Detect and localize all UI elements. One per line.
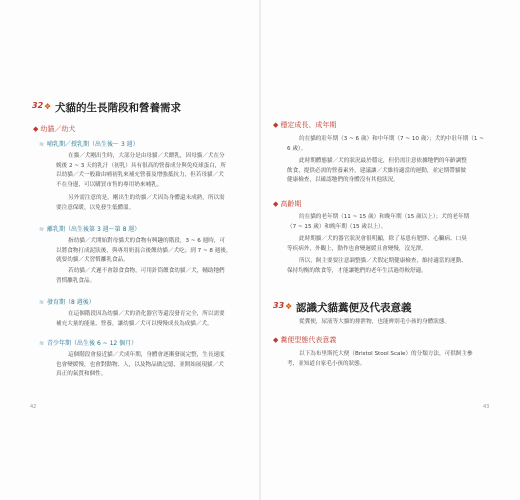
paragraph: 約在貓的壯年期（3 ~ 6 歲）和中年期（7 ~ 10 歲）；犬的中壯年期（1 ~ 6 歲）。 — [287, 136, 484, 152]
subheading: ◆ 糞便型態代表意義 — [273, 336, 337, 344]
paragraph: 在貓／犬剛出生時，大部分是由母貓／犬餵乳，因母貓／犬在分 娩後 2 ~ 3 天的乳汁（初乳）具有很高的營養成分與免疫球蛋白，所 以幼貓／犬一般藉由哺初乳來補充營養及增強抵抗力，但若母貓／犬 不在身邊，可以購買市售的專用奶來哺乳。 — [56, 153, 226, 188]
paragraph: 這個階段會接近貓／犬成年期，身體會逐漸發展完整，生長速度 也會變緩慢，也會對動物、人，以及物品做記憶，並開始展現貓／犬 真正的氣質和個性。 — [56, 352, 225, 378]
paragraph: 以下為布里斯托大便（Bristol Stool Scale）的分類方法，可供飼主參 考，並知道自家毛小孩的狀態。 — [287, 351, 473, 367]
stage-heading: ≋ 發育期（8 週後） — [39, 299, 95, 306]
diamond-bullet-icon: ◆ — [273, 336, 279, 344]
diamond-bullet-icon: ◆ — [273, 121, 279, 129]
paragraph: 另外需注意的是，剛出生的幼貓／犬因為身體還未成熟，所以需 要注意保暖，以免發生低體溫。 — [56, 195, 225, 211]
ribbon-mark-icon: ≋ — [39, 226, 45, 233]
page-number: 43 — [483, 404, 490, 410]
paragraph: 指幼貓／犬開始對母貓犬的食物有興趣的階段，3 ~ 6 週時，可 以將食物打成泥狀後，與專用奶混合後餵幼貓／犬吃；到 7 ~ 8 週後， 就要幼貓／犬習慣離乳食品。 — [56, 238, 232, 264]
stage-heading: ≋ 青少年期（出生後 6 ~ 12 個月） — [39, 340, 138, 347]
paragraph: 從糞便，尿液等大貓的排泄物，也能辨別毛小孩的身體狀態。 — [299, 319, 451, 325]
paw-badge-icon: 33 ❖ — [273, 300, 293, 311]
diamond-bullet-icon: ◆ — [273, 200, 279, 208]
stage-heading: ≋ 離乳期（出生後第 3 週～第 8 週） — [39, 226, 141, 233]
paragraph: 若幼貓／犬遲不會舔食食物，可用針筒餵食幼貓／犬，輔助牠們 習慣離乳食品。 — [56, 268, 225, 284]
section-title: 犬貓的生長階段和營養需求 — [55, 102, 181, 114]
paw-badge-icon: 32 ❖ — [32, 100, 52, 111]
paragraph: 所以，飼主要要注意調整貓／犬假定期健康檢查，維持適當的運動、 保持均衡的飲食等，才能讓牠們的老年生活過得較舒適。 — [287, 258, 467, 274]
subheading: ◆ 穩定成長、成年期 — [273, 121, 337, 129]
paragraph: 約在貓的老年期（11 ~ 15 歲）和晚年期（15 歲以上）；犬的老年期 （7 ~ 15 歲）和晚年期（15 歲以上）。 — [287, 214, 470, 230]
stage-heading: ≋ 哺乳期／授乳期（出生後～ 3 週） — [39, 141, 139, 148]
page-number: 42 — [30, 404, 37, 410]
diamond-bullet-icon: ◆ — [33, 125, 39, 133]
ribbon-mark-icon: ≋ — [39, 141, 45, 148]
section-title: 認識犬貓糞便及代表意義 — [296, 302, 412, 314]
paragraph: 此時期體態貓／犬的狀況最於穩定，但仍需注意依據牠們的年齡調整 飲食，提供必需的營養素外，建議讓／犬維持適當的運動，並定期帶貓做 健康檢查，以確認牠們的身體沒有其他狀況。 — [287, 158, 467, 184]
section-heading — [273, 300, 412, 315]
subheading: ◆ 幼貓／幼犬 — [33, 125, 76, 133]
section-heading — [32, 100, 181, 115]
left-page — [0, 0, 259, 500]
right-page — [261, 0, 520, 500]
subheading: ◆ 高齡期 — [273, 200, 302, 208]
paragraph: 此時期貓／犬的器官狀況會很明顯，除了易患有肥胖、心臟病、口臭 等疾病外，外觀上，動作也會變遲緩且會變慢，沒光澤。 — [287, 236, 467, 252]
paragraph: 在這個階段因為幼貓／犬的消化器官等還沒發育完全，所以需要 補充大量的能量、營養，讓幼貓／犬可以慢慢成長為成貓／犬。 — [56, 311, 225, 327]
ribbon-mark-icon: ≋ — [39, 299, 45, 306]
ribbon-mark-icon: ≋ — [39, 340, 45, 347]
